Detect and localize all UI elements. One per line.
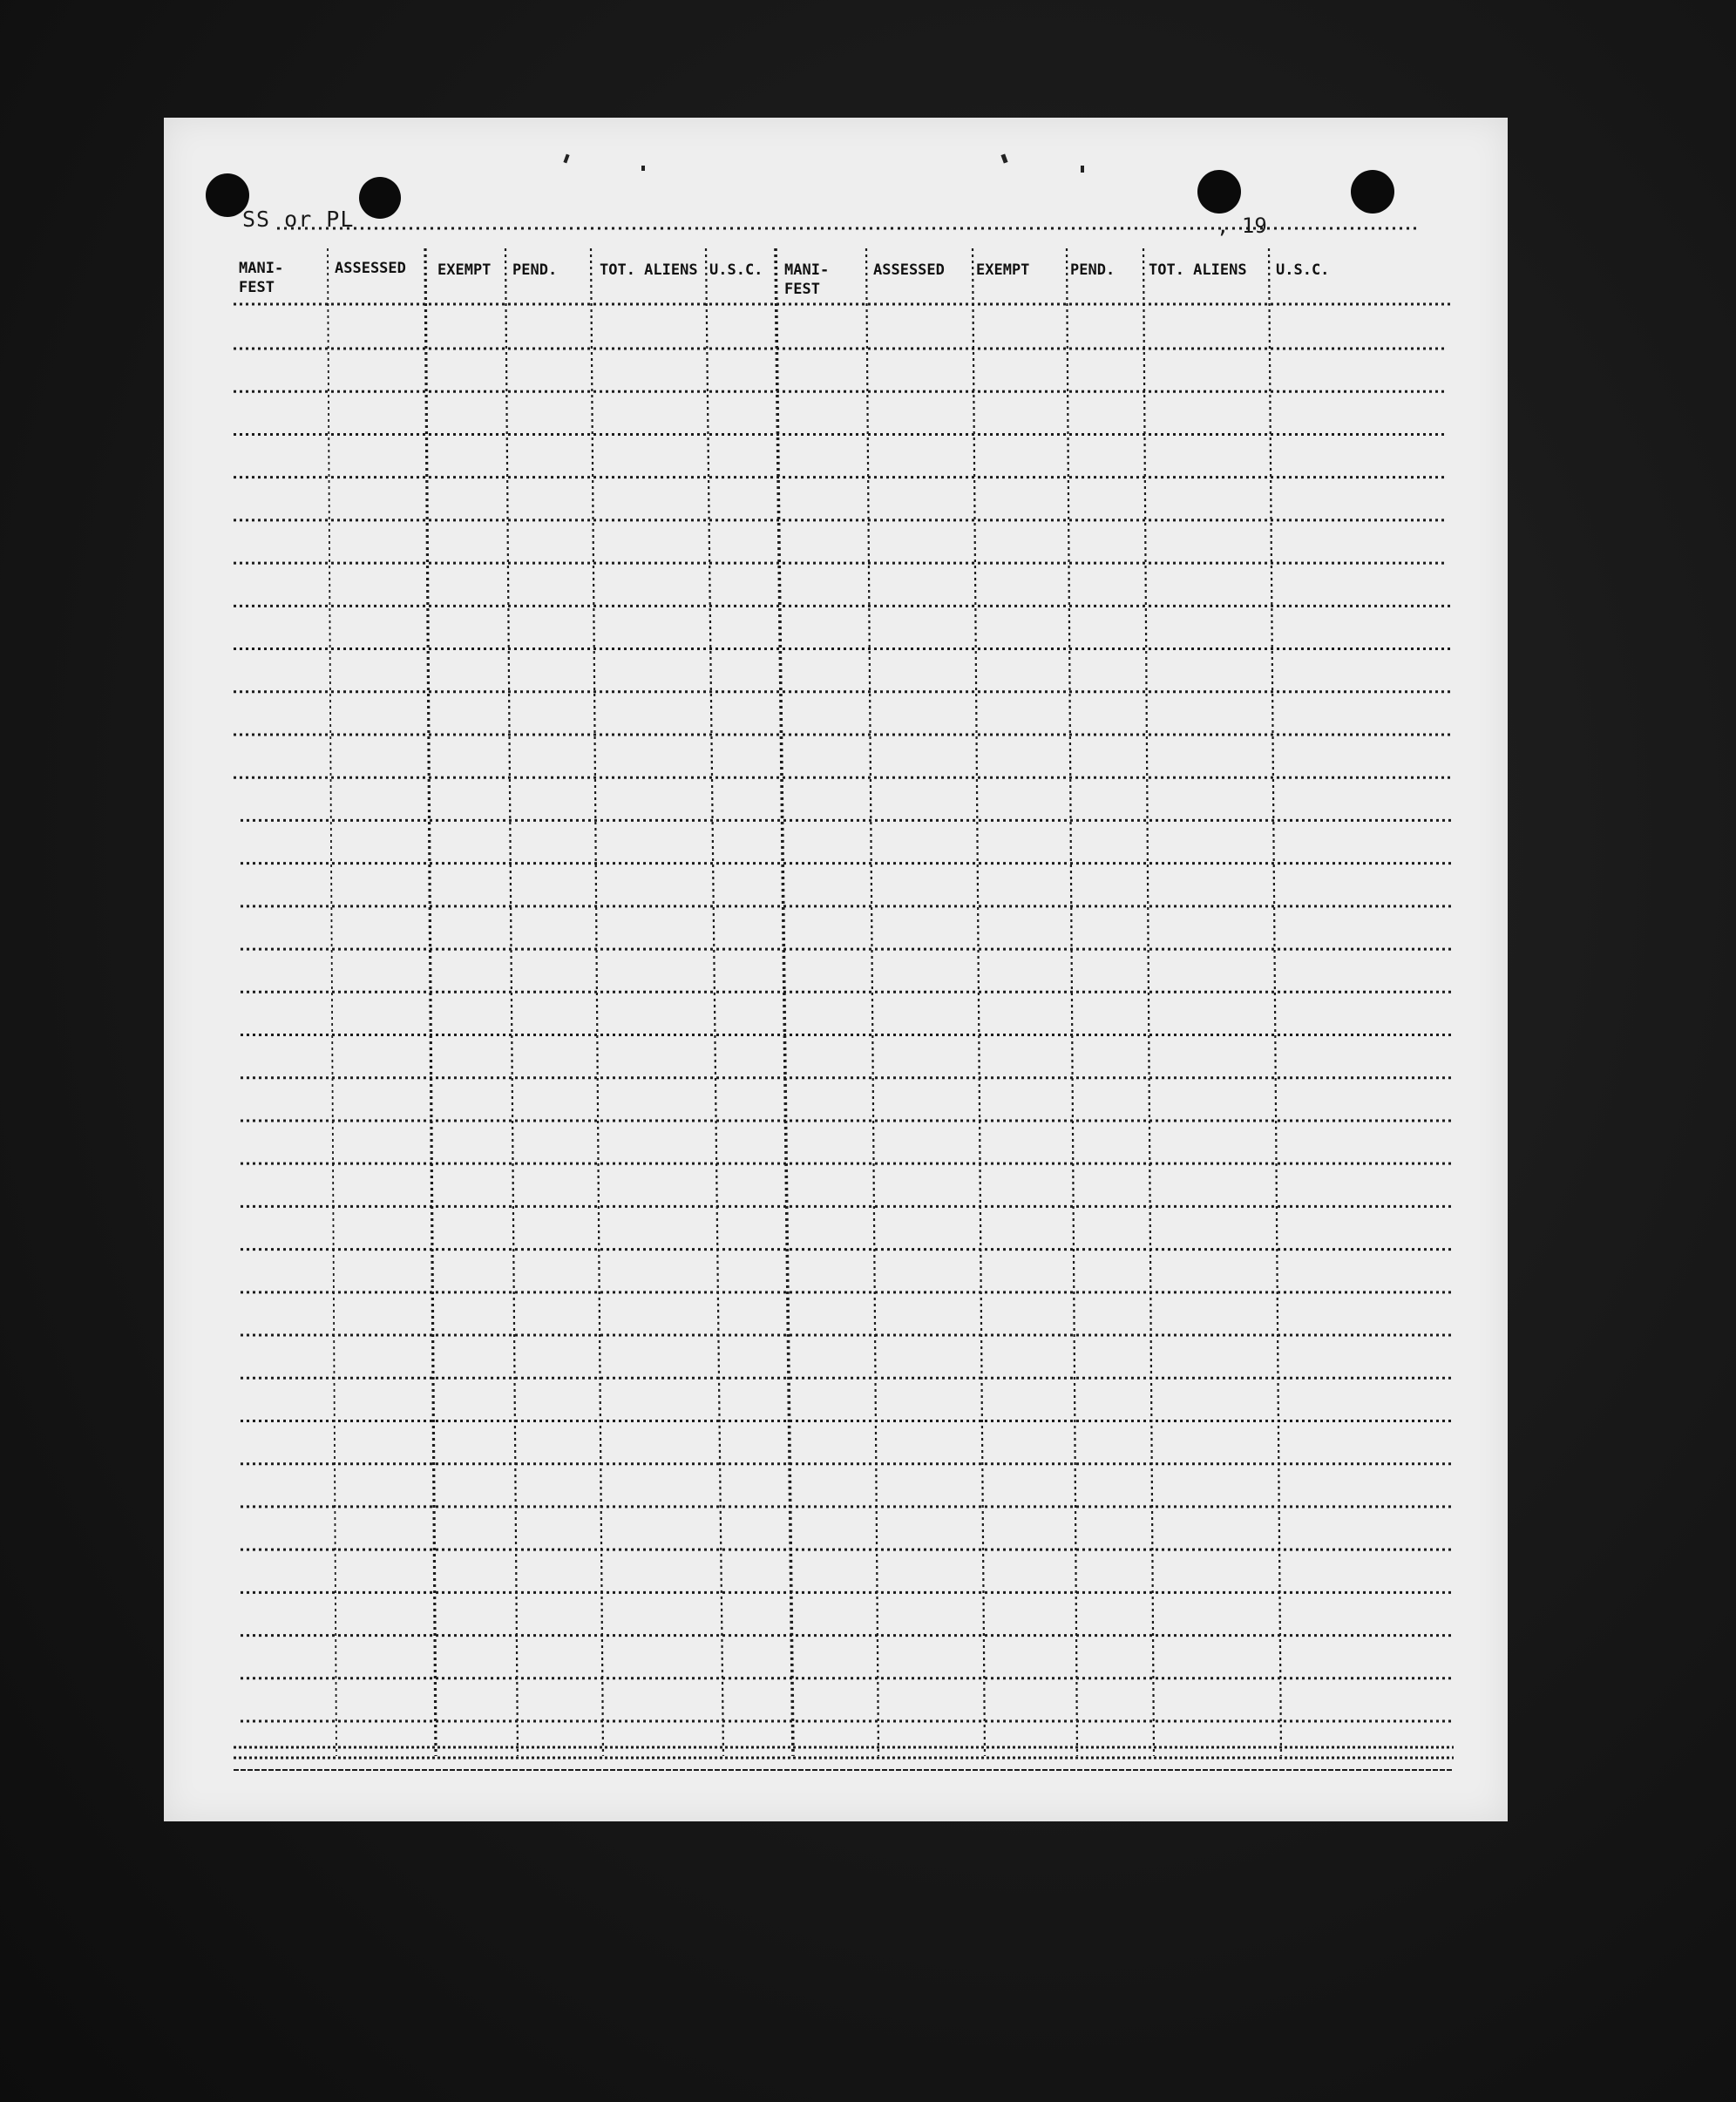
column-divider-8 xyxy=(973,248,985,1756)
column-divider-6 xyxy=(776,248,793,1756)
col-header-pend-left: PEND. xyxy=(512,261,558,279)
col-header-tot-aliens-right: TOT. ALIENS xyxy=(1149,261,1247,279)
date-year-label: , 19 xyxy=(1217,214,1267,238)
col-header-exempt-right: EXEMPT xyxy=(976,261,1030,279)
dotted-grid xyxy=(164,118,1508,1821)
column-divider-3 xyxy=(505,248,518,1756)
col-header-usc-right: U.S.C. xyxy=(1276,261,1330,279)
col-header-manifest-right: MANI- FEST xyxy=(784,261,830,298)
column-divider-2 xyxy=(425,248,436,1756)
column-divider-7 xyxy=(866,248,878,1756)
column-divider-4 xyxy=(591,248,603,1756)
column-divider-5 xyxy=(706,248,723,1756)
col-header-tot-aliens-left: TOT. ALIENS xyxy=(600,261,698,279)
col-header-assessed-right: ASSESSED xyxy=(873,261,945,279)
col-header-manifest-left: MANI- FEST xyxy=(239,260,284,296)
col-header-exempt-left: EXEMPT xyxy=(437,261,492,279)
form-sheet xyxy=(164,118,1508,1821)
column-divider-9 xyxy=(1067,248,1077,1756)
col-header-assessed-left: ASSESSED xyxy=(335,260,406,277)
column-divider-11 xyxy=(1269,248,1281,1756)
col-header-pend-right: PEND. xyxy=(1070,261,1116,279)
vessel-label: SS or PL xyxy=(242,207,355,232)
col-header-usc-left: U.S.C. xyxy=(709,261,763,279)
column-divider-10 xyxy=(1143,248,1154,1756)
column-divider-1 xyxy=(328,248,336,1756)
